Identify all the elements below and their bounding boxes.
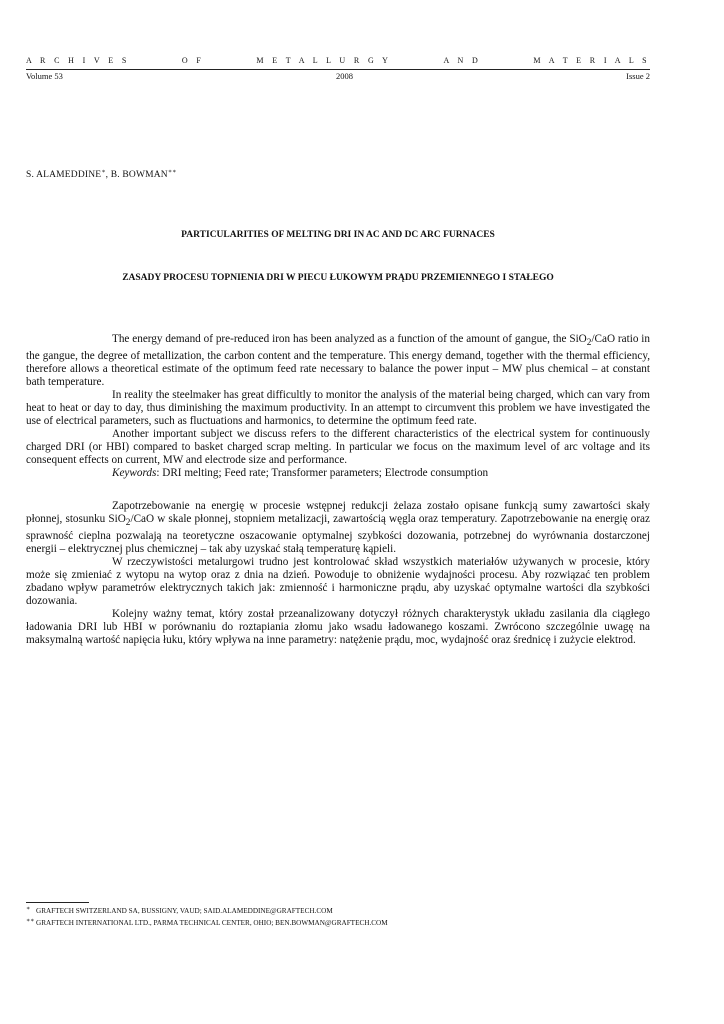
abstract-paragraph: W rzeczywistości metalurgowi trudno jest kontrolować skład wszystkich materiałów używanych w procesie, który może się zmieniać z wytopu na wytop oraz z dnia na dzień. Powoduje to obniżenie wydajności procesu. Aby rozwiązać ten problem zbadano wpływ parametrów elektrycznych takich jak: zmienność i harmoniczne prądu, aby uzyskać optymalne wartości dla szybkości dozowania. bbox=[26, 556, 650, 608]
author-separator: , bbox=[105, 170, 111, 180]
author-list bbox=[26, 170, 176, 180]
abstract-english bbox=[26, 333, 650, 480]
abstract-paragraph: In reality the steelmaker has great difficultly to monitor the analysis of the material being charged, which can vary from heat to heat or day to day, thus diminishing the maximum productivity. In an attempt to circumvent this problem we have investigated the use of electrical parameters, such as fluctuations and harmonics, to determine the optimum feed rate. bbox=[26, 389, 650, 428]
journal-word: M E T A L L U R G Y bbox=[256, 56, 392, 65]
issue-label: Issue 2 bbox=[626, 71, 650, 81]
subscript: 2 bbox=[125, 518, 131, 529]
abstract-paragraph bbox=[26, 500, 650, 556]
footnote-text: GRAFTECH INTERNATIONAL LTD., PARMA TECHNICAL CENTER, OHIO; BEN.BOWMAN@GRAFTECH.COM bbox=[36, 919, 388, 927]
paper-title-polish: ZASADY PROCESU TOPNIENIA DRI W PIECU ŁUKOWYM PRĄDU PRZEMIENNEGO I STAŁEGO bbox=[122, 273, 554, 283]
footnote: ∗ GRAFTECH SWITZERLAND SA, BUSSIGNY, VAUD; SAID.ALAMEDDINE@GRAFTECH.COM bbox=[26, 905, 333, 915]
journal-word: O F bbox=[181, 56, 205, 65]
author-footnote-mark[interactable]: ∗∗ bbox=[167, 168, 177, 175]
author-footnote-mark[interactable]: ∗ bbox=[101, 168, 106, 175]
abstract-paragraph: Another important subject we discuss refers to the different characteristics of the electrical system for continuously charged DRI (or HBI) compared to basket charged scrap melting. In particular we focus on the maximum level of arc voltage and its consequent effects on current, MW and electrode size and performance. bbox=[26, 428, 650, 467]
paper-title-english: PARTICULARITIES OF MELTING DRI IN AC AND DC ARC FURNACES bbox=[181, 230, 495, 240]
footnote-divider bbox=[26, 902, 89, 903]
abstract-polish bbox=[26, 500, 650, 647]
subscript: 2 bbox=[586, 338, 592, 349]
header-divider bbox=[26, 69, 650, 70]
journal-title bbox=[26, 56, 650, 65]
abstract-text: /CaO w skale płonnej, stopniem metalizacji, zawartością węgla oraz temperatury. Zapotrzebowanie na energię oraz sprawność cieplna pozwalają na teoretyczne oszacowanie optymalnej szybkości dozowania, potrzebnej do wyrównania dostarczonej energii – elektrycznej plus chemicznej – tak aby uzyskać stałą temperaturę kąpieli. bbox=[26, 513, 650, 556]
journal-word: A N D bbox=[443, 56, 482, 65]
keywords-label: Keywords bbox=[112, 467, 157, 480]
abstract-text: The energy demand of pre-reduced iron has been analyzed as a function of the amount of gangue, the SiO bbox=[112, 333, 587, 345]
keywords bbox=[26, 467, 650, 480]
abstract-text: /CaO ratio in the gangue, the degree of metallization, the carbon content and the temperature. This energy demand, together with the thermal efficiency, therefore allows a theoretical estimate of the optimum feed rate necessary to balance the power input – MW plus chemical – at constant bath temperature. bbox=[26, 333, 650, 389]
abstract-text: Zapotrzebowanie na energię w procesie wstępnej redukcji żelaza zostało opisane funkcją sumy zawartości skały płonnej, stosunku SiO bbox=[26, 500, 650, 525]
journal-word: A R C H I V E S bbox=[26, 56, 130, 65]
footnote: ∗∗ GRAFTECH INTERNATIONAL LTD., PARMA TECHNICAL CENTER, OHIO; BEN.BOWMAN@GRAFTECH.COM bbox=[26, 917, 388, 927]
abstract-paragraph: Kolejny ważny temat, który został przeanalizowany dotyczył różnych charakterystyk układu zasilania dla ciągłego ładowania DRI lub HBI w porównaniu do roztapiania złomu jako wsadu ładowanego koszami. Zwrócono szczególnie uwagę na maksymalną wartość napięcia łuku, który wpływa na inne parametry: natężenie prądu, moc, wydajność oraz średnicę i zużycie elektrod. bbox=[26, 608, 650, 647]
year-label: 2008 bbox=[336, 71, 354, 81]
volume-label: Volume 53 bbox=[26, 71, 63, 81]
issue-meta bbox=[26, 71, 650, 81]
journal-word: M A T E R I A L S bbox=[533, 56, 650, 65]
author-name: B. BOWMAN bbox=[110, 170, 168, 180]
footnote-text: GRAFTECH SWITZERLAND SA, BUSSIGNY, VAUD; SAID.ALAMEDDINE@GRAFTECH.COM bbox=[36, 907, 333, 915]
keywords-text: : DRI melting; Feed rate; Transformer parameters; Electrode consumption bbox=[156, 467, 489, 480]
author-name: S. ALAMEDDINE bbox=[26, 170, 102, 180]
abstract-paragraph bbox=[26, 333, 650, 389]
